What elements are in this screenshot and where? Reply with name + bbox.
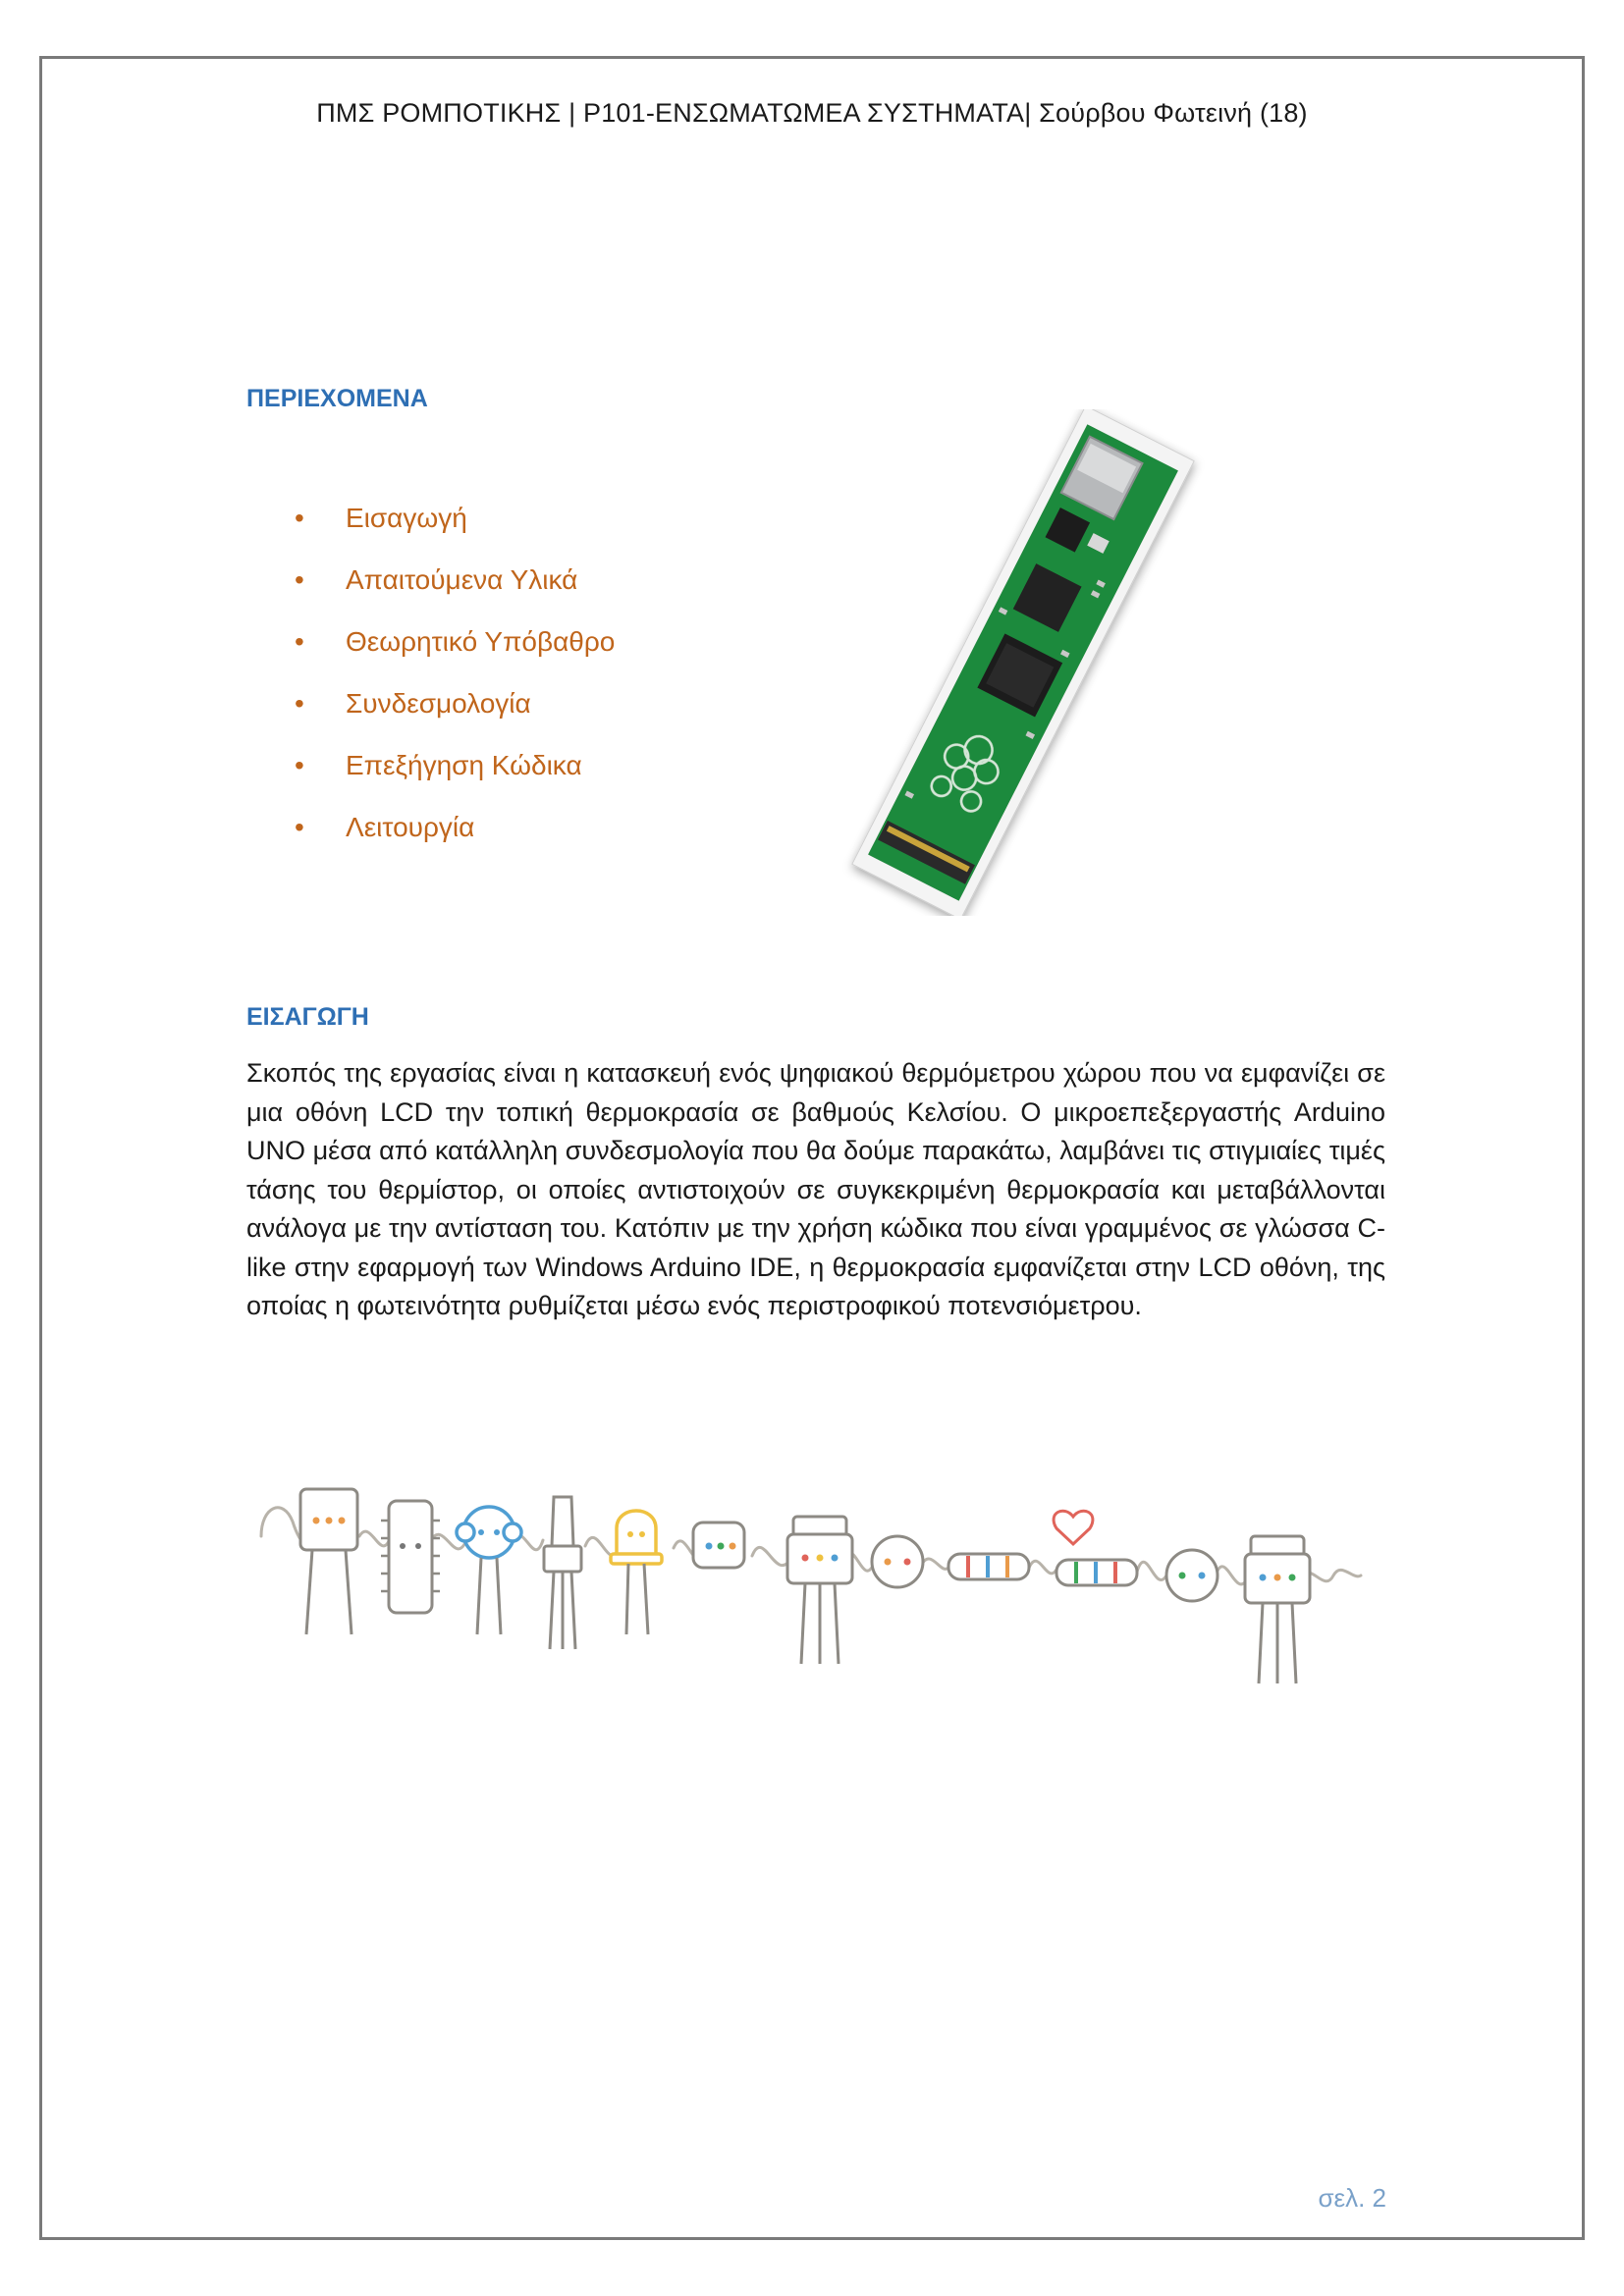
bullet-icon: •	[295, 688, 304, 719]
toc-item-label: Εισαγωγή	[346, 503, 467, 533]
bullet-icon: •	[295, 812, 304, 842]
component-2	[381, 1501, 440, 1613]
component-9	[948, 1554, 1029, 1579]
bullet-icon: •	[295, 503, 304, 533]
component-11	[1166, 1550, 1218, 1601]
component-3	[457, 1507, 521, 1634]
component-10	[1056, 1560, 1137, 1585]
bullet-icon: •	[295, 564, 304, 595]
page-header: ΠΜΣ ΡΟΜΠΟΤΙΚΗΣ | Ρ101-ΕΝΣΩΜΑΤΩΜΕΑ ΣΥΣΤΗΜΑΤΑ| Σούρβου Φωτεινή (18)	[316, 98, 1308, 128]
toc-item-label: Λειτουργία	[346, 812, 475, 842]
components-illustration	[253, 1477, 1392, 1742]
bullet-icon: •	[295, 750, 304, 780]
page-number: σελ. 2	[1318, 2183, 1386, 2213]
toc-item-label: Απαιτούμενα Υλικά	[346, 564, 578, 595]
component-5	[611, 1511, 662, 1634]
component-4	[544, 1497, 581, 1649]
component-7	[787, 1517, 852, 1664]
raspberry-pi-board-image	[837, 409, 1210, 916]
intro-heading: ΕΙΣΑΓΩΓΗ	[246, 1003, 369, 1031]
intro-paragraph: Σκοπός της εργασίας είναι η κατασκευή ενός ψηφιακού θερμόμετρου χώρου που να εμφανίζει σε μια οθόνη LCD την τοπική θερμοκρασία σε βαθμούς Κελσίου. Ο μικροεπεξεργαστής Arduino UNO μέσα από κατάλληλη συνδεσμολογία που θα δούμε παρακάτω, λαμβάνει τις στιγμιαίες τιμές τάσης του θερμίστορ, οι οποίες αντιστοιχούν σε συγκεκριμένη θερμοκρασία και μεταβάλλονται ανάλογα με την αντίσταση του. Κατόπιν με την χρήση κώδικα που είναι γραμμένος σε γλώσσα C-like στην εφαρμογή των Windows Arduino IDE, η θερμοκρασία εμφανίζεται στην LCD οθόνη, της οποίας η φωτεινότητα ρυθμίζεται μέσω ενός περιστροφικού ποτενσιόμετρου.	[246, 1058, 1385, 1320]
component-1	[300, 1489, 357, 1634]
toc-heading: ΠΕΡΙΕΧΟΜΕΝΑ	[246, 385, 428, 412]
toc-item-label: Συνδεσμολογία	[346, 688, 531, 719]
toc-item-label: Θεωρητικό Υπόβαθρο	[346, 626, 616, 657]
component-8	[872, 1536, 923, 1587]
toc-item-label: Επεξήγηση Κώδικα	[346, 750, 582, 780]
component-6	[693, 1522, 744, 1568]
bullet-icon: •	[295, 626, 304, 657]
component-12	[1245, 1536, 1310, 1683]
